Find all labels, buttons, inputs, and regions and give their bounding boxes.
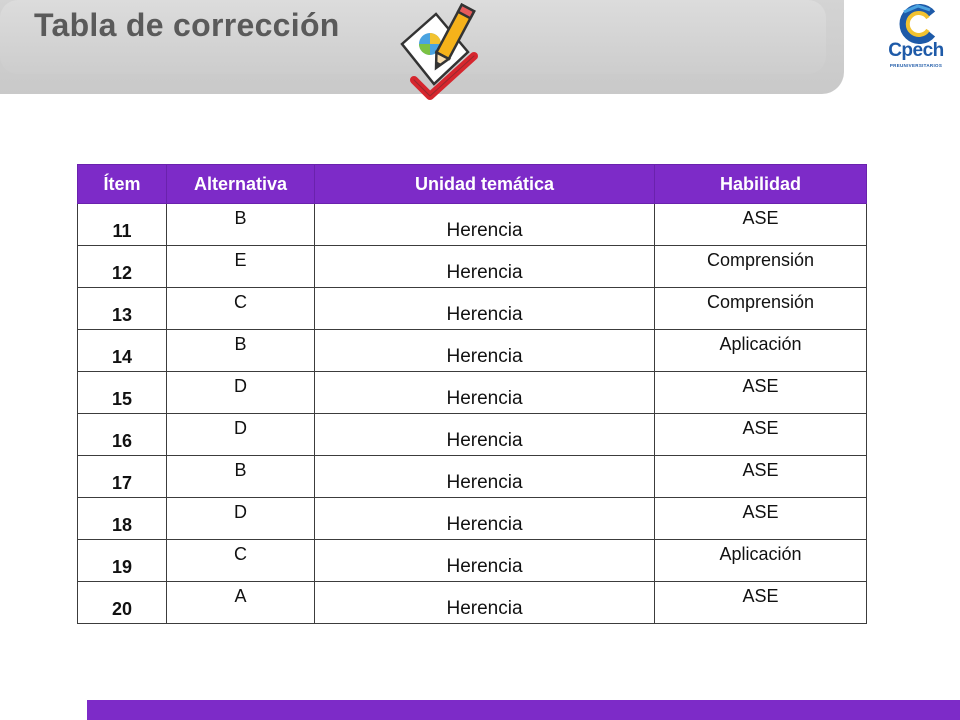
table-row (78, 540, 867, 582)
cell-item: 16 (78, 414, 167, 456)
table-row (78, 330, 867, 372)
cell-habilidad: ASE (655, 498, 867, 540)
table-row (78, 204, 867, 246)
pencil-check-icon (396, 0, 480, 104)
header-unidad: Unidad temática (315, 165, 655, 204)
footer-accent-bar (87, 700, 960, 720)
cell-unidad: Herencia (315, 330, 655, 372)
cell-unidad: Herencia (315, 246, 655, 288)
table-header-row (78, 165, 867, 204)
cell-alternativa: B (167, 204, 315, 246)
page-title: Tabla de corrección (34, 7, 340, 43)
cell-alternativa: B (167, 456, 315, 498)
table-row (78, 246, 867, 288)
cell-item: 17 (78, 456, 167, 498)
cell-habilidad: Aplicación (655, 330, 867, 372)
cell-unidad: Herencia (315, 540, 655, 582)
cell-alternativa: D (167, 372, 315, 414)
table-row (78, 456, 867, 498)
cell-alternativa: C (167, 540, 315, 582)
cell-item: 12 (78, 246, 167, 288)
cell-habilidad: ASE (655, 204, 867, 246)
cell-alternativa: E (167, 246, 315, 288)
table-row (78, 288, 867, 330)
cell-unidad: Herencia (315, 372, 655, 414)
cell-unidad: Herencia (315, 414, 655, 456)
header-habilidad: Habilidad (655, 165, 867, 204)
cell-item: 20 (78, 582, 167, 624)
cell-alternativa: A (167, 582, 315, 624)
correction-table (77, 164, 867, 624)
cell-unidad: Herencia (315, 288, 655, 330)
cell-habilidad: ASE (655, 414, 867, 456)
logo-subtitle: PREUNIVERSITARIOS (889, 63, 943, 68)
cell-habilidad: Aplicación (655, 540, 867, 582)
cell-unidad: Herencia (315, 456, 655, 498)
cpech-logo-icon (878, 4, 954, 44)
table-row (78, 498, 867, 540)
table-row (78, 414, 867, 456)
cell-habilidad: Comprensión (655, 246, 867, 288)
cell-item: 13 (78, 288, 167, 330)
cell-item: 18 (78, 498, 167, 540)
table-row (78, 582, 867, 624)
header-alternativa: Alternativa (167, 165, 315, 204)
cell-alternativa: D (167, 498, 315, 540)
cell-habilidad: ASE (655, 582, 867, 624)
cell-unidad: Herencia (315, 498, 655, 540)
cell-habilidad: ASE (655, 456, 867, 498)
cpech-logo (878, 4, 954, 78)
cell-item: 19 (78, 540, 167, 582)
cell-unidad: Herencia (315, 204, 655, 246)
cell-alternativa: D (167, 414, 315, 456)
cell-item: 11 (78, 204, 167, 246)
logo-text: Cpech (888, 40, 944, 61)
cell-unidad: Herencia (315, 582, 655, 624)
table-row (78, 372, 867, 414)
cell-habilidad: ASE (655, 372, 867, 414)
header-item: Ítem (78, 165, 167, 204)
cell-item: 15 (78, 372, 167, 414)
cell-alternativa: B (167, 330, 315, 372)
cell-item: 14 (78, 330, 167, 372)
cell-alternativa: C (167, 288, 315, 330)
cell-habilidad: Comprensión (655, 288, 867, 330)
